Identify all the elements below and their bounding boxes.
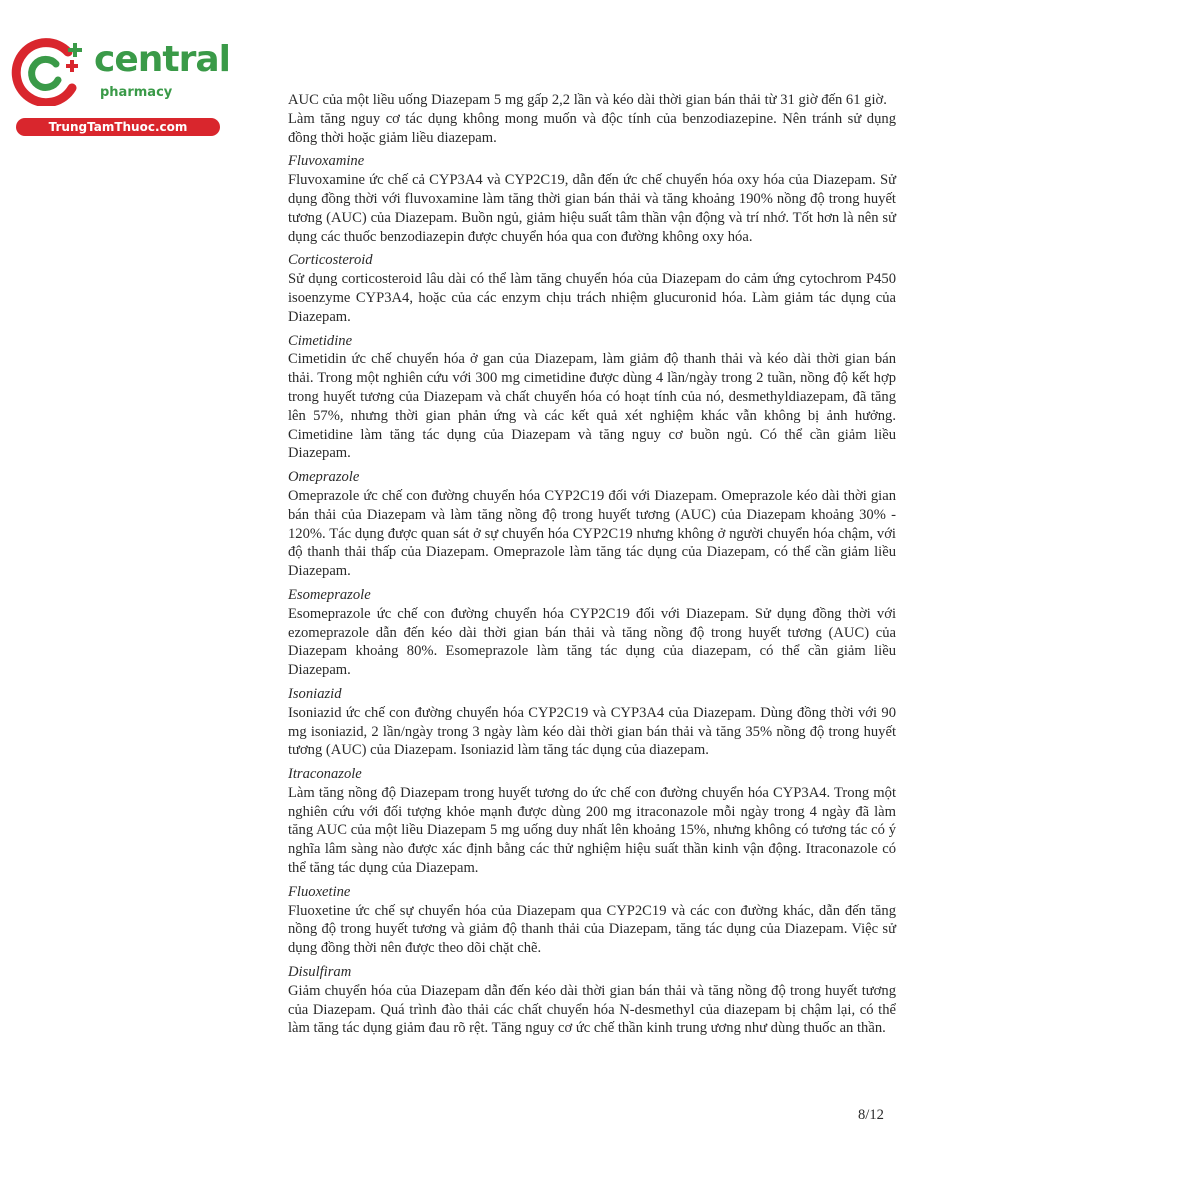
section-title: Cimetidine	[288, 332, 353, 349]
logo-brand-name: central	[94, 39, 230, 80]
section-omeprazole	[288, 468, 896, 581]
page-number: 8/12	[858, 1107, 884, 1123]
section-title: Itraconazole	[288, 766, 362, 783]
section-isoniazid	[288, 685, 896, 760]
section-text: Fluoxetine ức chế sự chuyển hóa của Diazepam qua CYP2C19 và các con đường khác, dẫn đến tăng nồng độ trong huyết tương và giảm độ thanh thải của Diazepam, tăng tác dụng của Diazepam. Việc sử dụng đồng thời nên được theo dõi chặt chẽ.	[288, 902, 896, 957]
section-title: Disulfiram	[288, 964, 352, 981]
section-title: Fluvoxamine	[288, 153, 365, 170]
section-fluvoxamine	[288, 152, 896, 246]
document-body	[288, 91, 896, 1038]
section-text: Sử dụng corticosteroid lâu dài có thể làm tăng chuyển hóa của Diazepam do cảm ứng cytochrom P450 isoenzyme CYP3A4, hoặc của các enzym chịu trách nhiệm glucuronid hóa. Làm giảm tác dụng của Diazepam.	[288, 271, 896, 325]
section-title: Isoniazid	[288, 685, 342, 702]
section-cimetidine	[288, 332, 896, 464]
section-disulfiram	[288, 963, 896, 1038]
section-itraconazole	[288, 765, 896, 878]
section-title: Corticosteroid	[288, 252, 373, 269]
section-text: Cimetidin ức chế chuyển hóa ở gan của Diazepam, làm giảm độ thanh thải và kéo dài thời gian bán thải. Trong một nghiên cứu với 300 mg cimetidine được dùng 4 lần/ngày trong 2 tuần, nồng độ kết hợp trong huyết tương của Diazepam và chất chuyển hóa có hoạt tính của nó, desmethyldiazepam, đã tăng lên 57%, nhưng thời gian phản ứng và các kết quả xét nghiệm khác vẫn không bị ảnh hưởng. Cimetidine làm tăng tác dụng của Diazepam và tăng nguy cơ buồn ngủ. Có thể cần giảm liều Diazepam.	[288, 351, 896, 462]
section-text: Fluvoxamine ức chế cả CYP3A4 và CYP2C19, dẫn đến ức chế chuyển hóa oxy hóa của Diazepam. Sử dụng đồng thời với fluvoxamine làm tăng thời gian bán thải và tăng khoảng 190% nồng độ trong huyết tương (AUC) của Diazepam. Buồn ngủ, giảm hiệu suất tâm thần vận động và trí nhớ. Tốt hơn là nên sử dụng các thuốc benzodiazepin được chuyển hóa qua con đường không oxy hóa.	[288, 172, 896, 245]
intro-paragraph: AUC của một liều uống Diazepam 5 mg gấp 2,2 lần và kéo dài thời gian bán thải từ 31 giờ đến 61 giờ.	[288, 92, 887, 108]
section-text: Giảm chuyển hóa của Diazepam dẫn đến kéo dài thời gian bán thải và tăng nồng độ trong huyết tương của Diazepam. Quá trình đào thải các chất chuyển hóa N-desmethyl của diazepam bị chậm lại, có thể làm tăng tác dụng giảm đau rõ rệt. Tăng nguy cơ ức chế thần kinh trung ương như dùng thuốc an thần.	[288, 982, 896, 1037]
section-text: Omeprazole ức chế con đường chuyển hóa CYP2C19 đối với Diazepam. Omeprazole kéo dài thời gian bán thải của Diazepam và làm tăng nồng độ trong huyết tương (AUC) của Diazepam khoảng 30% - 120%. Tác dụng được quan sát ở sự chuyển hóa CYP2C19 nhưng không ở người chuyển hóa chậm, với độ thanh thải thấp của Diazepam. Omeprazole làm tăng tác dụng của Diazepam, có thể cần giảm liều Diazepam.	[288, 487, 896, 580]
section-title: Fluoxetine	[288, 883, 351, 900]
section-title: Esomeprazole	[288, 586, 371, 603]
logo-subtitle: pharmacy	[100, 85, 173, 100]
section-title: Omeprazole	[288, 469, 360, 486]
section-text: Isoniazid ức chế con đường chuyển hóa CYP2C19 và CYP3A4 của Diazepam. Dùng đồng thời với 90 mg isoniazid, 2 lần/ngày trong 3 ngày làm kéo dài thời gian bán thải và tăng 35% nồng độ trong huyết tương (AUC) của Diazepam. Isoniazid làm tăng tác dụng của diazepam.	[288, 704, 896, 759]
section-corticosteroid	[288, 251, 896, 326]
section-text: Làm tăng nồng độ Diazepam trong huyết tương do ức chế con đường chuyển hóa CYP3A4. Trong một nghiên cứu với đối tượng khỏe mạnh được dùng 200 mg itraconazole mỗi ngày trong 4 ngày đã làm tăng AUC của một liều Diazepam 5 mg uống duy nhất lên khoảng 15%, nhưng không có tương tác có ý nghĩa lâm sàng nào được xác định bằng các thử nghiệm hiệu suất thần kinh vận động. Itraconazole có thể tăng tác dụng của Diazepam.	[288, 784, 896, 877]
section-esomeprazole	[288, 586, 896, 680]
section-fluoxetine	[288, 883, 896, 958]
pharmacy-logo	[10, 38, 230, 138]
logo-website: TrungTamThuoc.com	[16, 118, 220, 136]
central-pharmacy-logo-mark-icon	[10, 38, 90, 106]
intro-paragraph: Làm tăng nguy cơ tác dụng không mong muốn và độc tính của benzodiazepine. Nên tránh sử dụng đồng thời hoặc giảm liều diazepam.	[288, 110, 896, 146]
section-text: Esomeprazole ức chế con đường chuyển hóa CYP2C19 đối với Diazepam. Sử dụng đồng thời với ezomeprazole dẫn đến kéo dài thời gian bán thải và tăng nồng độ trong huyết tương (AUC) của Diazepam khoảng 80%. Esomeprazole làm tăng tác dụng của diazepam, có thể cần giảm liều Diazepam.	[288, 605, 896, 679]
